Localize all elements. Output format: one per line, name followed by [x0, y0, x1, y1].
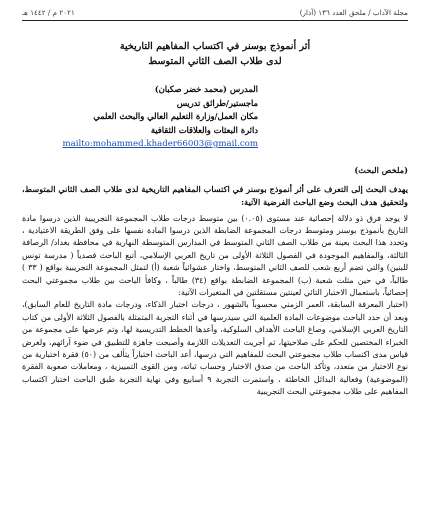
- publication-date: ٢٠٢١ م / ١٤٤٢ هـ: [22, 8, 75, 17]
- abstract-paragraph-2: (اختبار المعرفة السابقة، العمر الزمني محسوباً بالشهور ، درجات اختبار الذكاء، ودرجات مادة التاريخ للعام السابق)، وبعد أن حدد الباحث موضوعات المادة العلمية التي سيدرسها في أثناء التجربة المتمثلة بالفصول الثلاثة الأولى من كتاب التاريخ العربي الإسلامي، وصاغ الباحث الأهداف السلوكية، وأعدها الخطط التدريسية لها، وتم عرضها على مجموعة من الخبراء المختصين للحكم على صلاحيتها، ثم أجريت التعديلات اللازمة وأصبحت جاهزة للتطبيق في ضوء آرائهم، ولغرض قياس مدى اكتساب طلاب مجموعتي البحث للمفاهيم التي درسها، أعد الباحث اختباراً يتألف من (٥٠) فقرة اختبارية من نوع الاختيار من متعدد، وتأكد الباحث من صدق الاختبار وحساب ثباته، ومن القوى التمييزية ، ومعاملات صعوبة الفقرة (الموضوعية) وفعالية البدائل الخاطئة ، واستمرت التجربة ٩ أسابيع وفي نهاية التجربة طبق الباحث اختبار اكتساب المفاهيم على طلاب مجموعتي البحث التجريبية: [22, 300, 408, 397]
- abstract-intro: يهدف البحث إلى التعرف على أثر أنموذج بوسنر في اكتساب المفاهيم التاريخية لدى طلاب الصف الثاني المتوسط، ولتحقيق هدف البحث وضع الباحث الفرضية الآتية:: [22, 183, 408, 207]
- author-info: [22, 83, 408, 152]
- abstract-heading: (ملخص البحث): [354, 164, 408, 175]
- author-workplace: مكان العمل/وزارة التعليم العالي والبحث العلمي: [93, 111, 258, 121]
- abstract-body: [22, 213, 408, 399]
- author-department: دائرة البعثات والعلاقات الثقافية: [150, 124, 258, 135]
- title-line-1: أثر أنموذج بوسنر في اكتساب المفاهيم التاريخية: [119, 41, 311, 52]
- title-line-2: لدى طلاب الصف الثاني المتوسط: [148, 56, 282, 67]
- author-email-link[interactable]: mailto:mohammed.khader66003@gmail.com: [62, 139, 258, 149]
- author-degree: ماجستير/طرائق تدريس: [176, 97, 258, 108]
- paper-title: [22, 39, 408, 69]
- abstract-paragraph-1: لا يوجد فرق ذو دلالة إحصائية عند مستوى (٠.٠٥) بين متوسط درجات طلاب المجموعة التجريبية الذين درسوا مادة التاريخ بأنموذج بوسنر ومتوسط درجات المجموعة الضابطة الذين درسوا المادة نفسها على وفق الطريقة الاعتيادية ، وتحدد هذا البحث بعينة من طلاب الصف الثاني المتوسط في المدارس المتوسطة النهارية في محافظة بغداد/ الرصافة الثالثة، والمفاهيم الموجودة في الفصول الثلاثة الأولى من تاريخ العربي الإسلامي، أتبع الباحث قصدياً ( مدرسة تونس للبنين) والتي تضم أربع شعب للصف الثاني المتوسط، واختار عشوائياً شعبة (أ) لتمثل المجموعة التجريبية بواقع ( ٣٣ ) طالباً، في حين مثلت شعبة (ب) المجموعة الضابطة بواقع (٣٤) طالباً ، وكافأ الباحث بين طلاب مجموعتي البحث إحصائياً، باستعمال الاختبار التائي لعينتين مستقلتين في المتغيرات الآتية:: [22, 213, 409, 297]
- running-header: [22, 8, 408, 21]
- journal-issue: مجلة الآداب / ملحق العدد ١٣٦ (آذار): [299, 8, 408, 17]
- author-name: المدرس (محمد خضر صكبان): [154, 84, 258, 94]
